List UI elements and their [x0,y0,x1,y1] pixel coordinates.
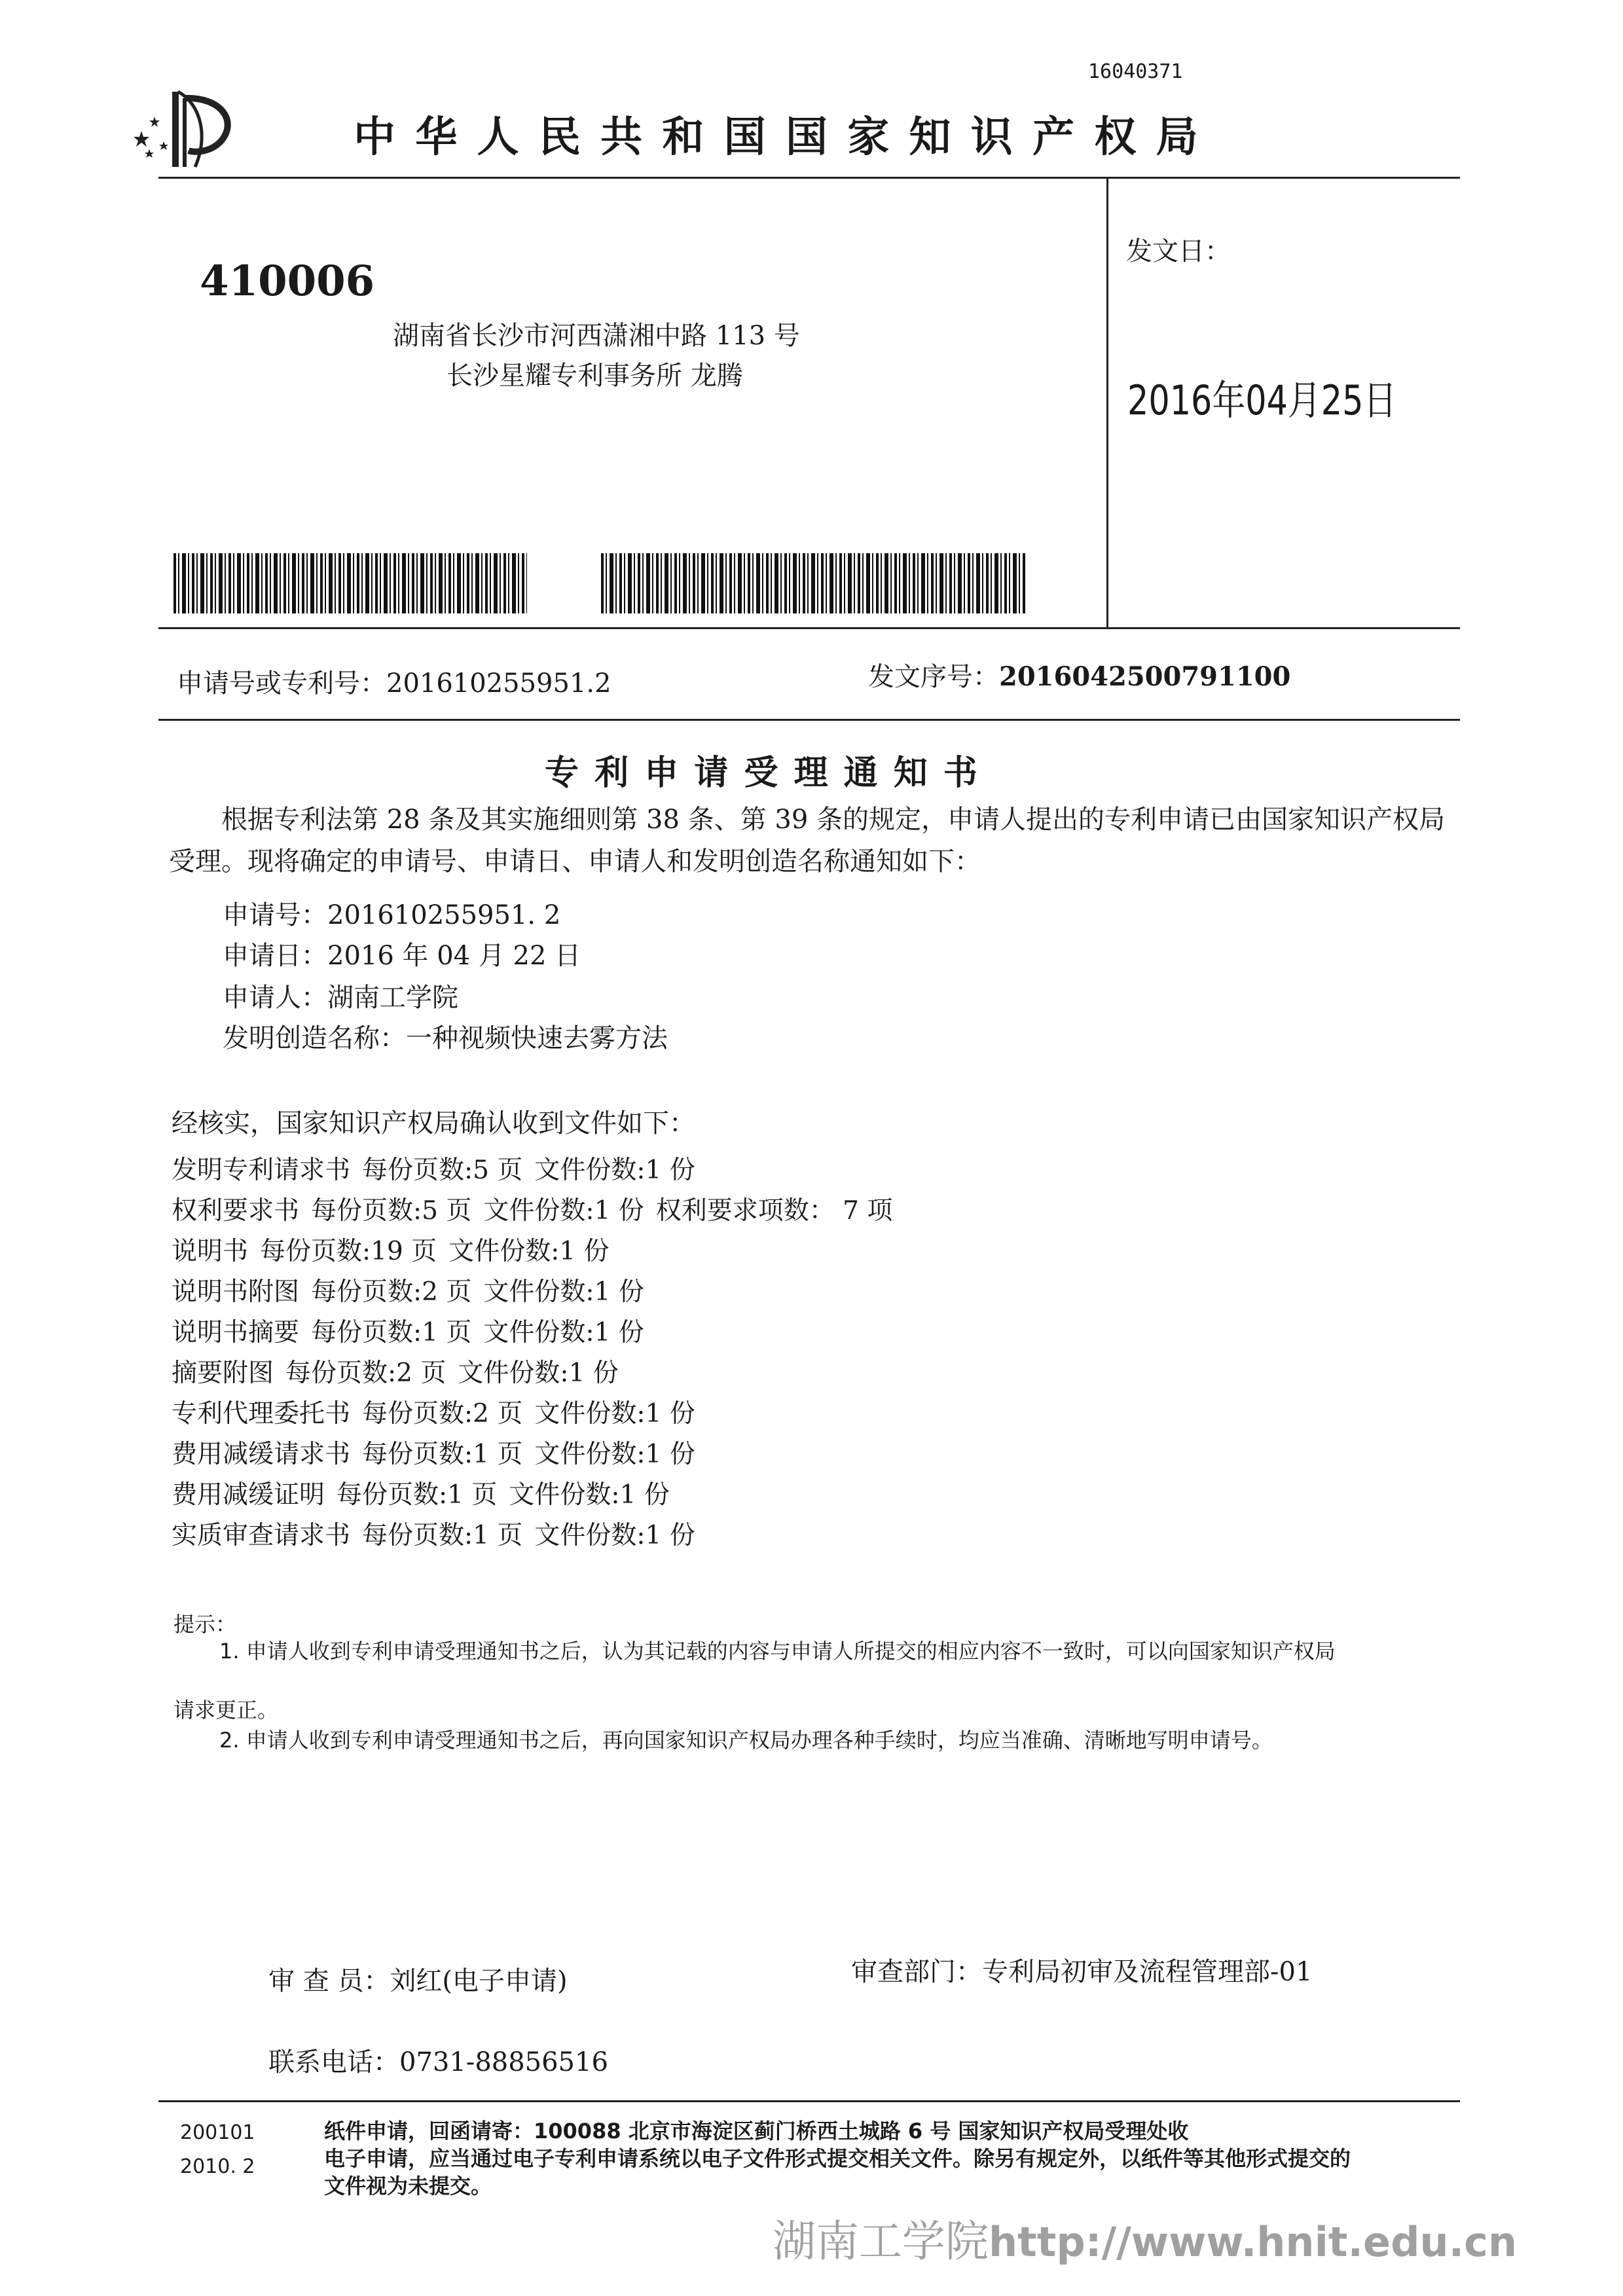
address-block-bottom-rule [158,627,1460,629]
document-number-row [868,661,1291,692]
issue-date-value: 2016年04月25日 [1127,376,1397,424]
document-row: 说明书 每份页数:19 页 文件份数:1 份 [172,1237,610,1266]
document-row: 摘要附图 每份页数:2 页 文件份数:1 份 [172,1358,619,1388]
detail-applicant: 申请人：湖南工学院 [223,983,458,1013]
application-number-label: 申请号或专利号： [177,668,386,699]
barcode-right [601,553,1027,613]
received-heading: 经核实，国家知识产权局确认收到文件如下： [172,1108,695,1139]
date-column-divider [1106,177,1108,629]
detail-application-number: 申请号：201610255951. 2 [223,900,561,930]
header-top-rule [158,177,1460,179]
document-number-value: 2016042500791100 [999,661,1291,692]
note-1-line-1: 1. 申请人收到专利申请受理通知书之后，认为其记载的内容与申请人所提交的相应内容不一致时，可以向国家知识产权局 [219,1639,1336,1664]
office-name: 中 华 人 民 共 和 国 国 家 知 识 产 权 局 [354,113,1201,162]
postcode: 410006 [200,257,375,306]
document-row: 发明专利请求书 每份页数:5 页 文件份数:1 份 [172,1156,695,1185]
notice-title: 专 利 申 请 受 理 通 知 书 [545,754,979,793]
application-number-value: 201610255951.2 [386,668,611,699]
document-row: 说明书摘要 每份页数:1 页 文件份数:1 份 [172,1318,644,1347]
application-number-row [177,670,611,697]
cnipa-logo-icon [123,85,241,170]
document-row: 费用减缓证明 每份页数:1 页 文件份数:1 份 [172,1480,670,1510]
department-value: 专利局初审及流程管理部-01 [982,1957,1313,1987]
note-2: 2. 申请人收到专利申请受理通知书之后，再向国家知识产权局办理各种手续时，均应当准确、清晰地写明申请号。 [219,1728,1273,1753]
watermark-url: http://www.hnit.edu.cn [989,2218,1518,2266]
examiner-label: 审 查 员： [268,1966,390,1996]
footer-line-3: 文件视为未提交。 [324,2174,492,2198]
examiner-value: 刘红(电子申请) [390,1966,568,1996]
department-row [851,1959,1312,1985]
intro-line-2: 受理。现将确定的申请号、申请日、申请人和发明创造名称通知如下： [169,847,981,877]
intro-line-1: 根据专利法第 28 条及其实施细则第 38 条、第 39 条的规定，申请人提出的专利申请已由国家知识产权局 [221,805,1445,835]
footer-line-1: 纸件申请，回函请寄：100088 北京市海淀区蓟门桥西土城路 6 号 国家知识产权局受理处收 [324,2119,1189,2143]
form-code: 200101 [180,2121,255,2144]
footer-line-2: 电子申请，应当通过电子专利申请系统以电子文件形式提交相关文件。除另有规定外，以纸件等其他形式提交的 [324,2146,1351,2171]
department-label: 审查部门： [851,1957,982,1987]
examiner-row [268,1968,568,1994]
document-row: 费用减缓请求书 每份页数:1 页 文件份数:1 份 [172,1440,695,1469]
issue-date-label: 发文日： [1126,236,1231,266]
document-row: 实质审查请求书 每份页数:1 页 文件份数:1 份 [172,1521,695,1550]
watermark-school: 湖南工学院 [773,2216,989,2267]
phone-label: 联系电话： [268,2047,399,2077]
phone-value: 0731-88856516 [399,2047,608,2077]
detail-filing-date: 申请日：2016 年 04 月 22 日 [223,941,581,971]
detail-invention-title: 发明创造名称：一种视频快速去雾方法 [223,1023,668,1053]
notes-heading: 提示： [173,1612,237,1637]
barcode-left [173,553,527,613]
document-row: 说明书附图 每份页数:2 页 文件份数:1 份 [172,1277,644,1307]
reference-block-bottom-rule [158,719,1460,721]
document-number-label: 发文序号： [868,662,999,692]
document-row: 专利代理委托书 每份页数:2 页 文件份数:1 份 [172,1399,695,1429]
serial-number: 16040371 [1088,60,1183,83]
form-date: 2010. 2 [180,2155,255,2178]
document-row: 权利要求书 每份页数:5 页 文件份数:1 份 权利要求项数： 7 项 [172,1196,893,1226]
address-line-1: 湖南省长沙市河西潇湘中路 113 号 [393,321,800,351]
phone-row [268,2049,608,2075]
watermark [773,2206,1517,2269]
footer-top-rule [158,2100,1460,2102]
note-1-line-2: 请求更正。 [173,1698,279,1722]
address-line-2: 长沙星耀专利事务所 龙腾 [447,361,743,391]
